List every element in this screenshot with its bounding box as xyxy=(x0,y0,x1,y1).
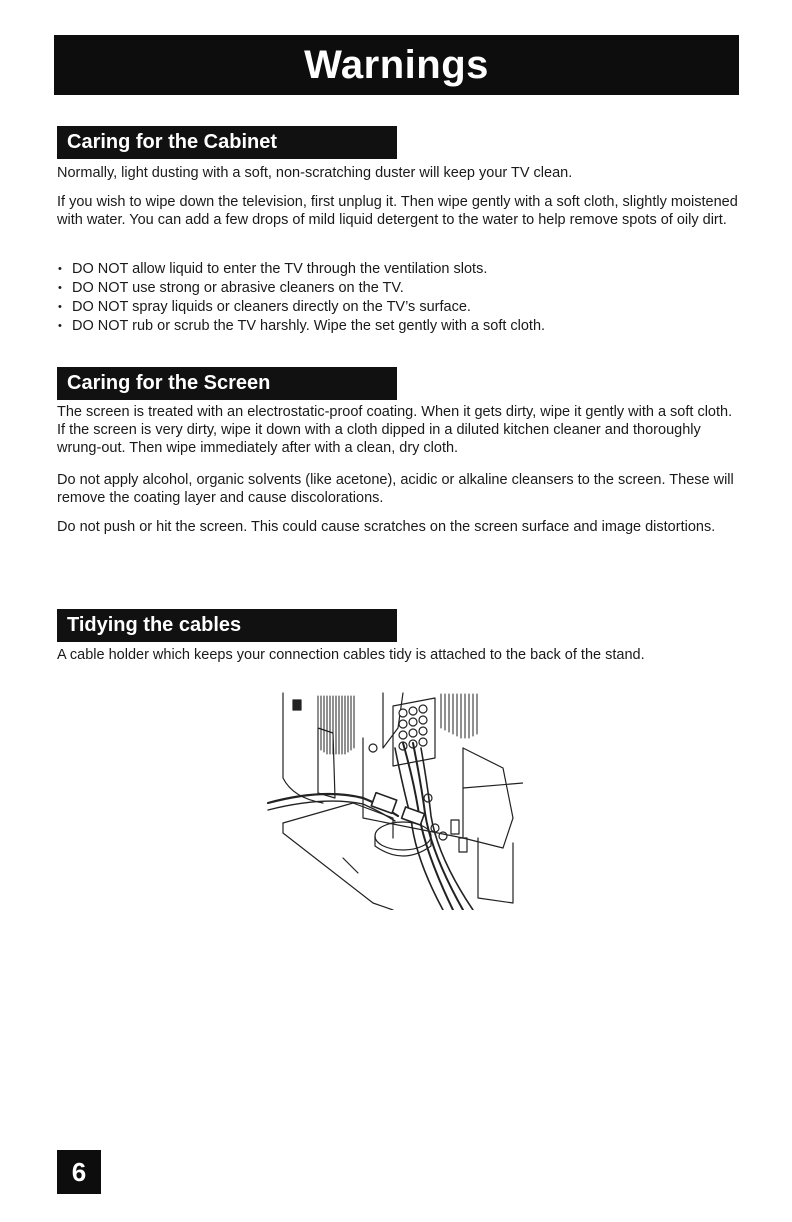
cabinet-paragraph-2: If you wish to wipe down the television, first unplug it. Then wipe gently with a soft cloth, slightly moistened with water. You can add a few drops of mild liquid detergent to the water to help remove spots of oily dirt. xyxy=(57,194,738,228)
page-number-badge: 6 xyxy=(57,1150,101,1194)
section-heading-cabinet: Caring for the Cabinet xyxy=(57,126,397,159)
list-item: • DO NOT allow liquid to enter the TV through the ventilation slots. xyxy=(57,260,741,279)
page-title: Warnings xyxy=(54,35,739,95)
section-heading-cables: Tidying the cables xyxy=(57,609,397,642)
screen-paragraph-3: Do not push or hit the screen. This could cause scratches on the screen surface and image distortions. xyxy=(57,519,716,535)
list-item: • DO NOT rub or scrub the TV harshly. Wipe the set gently with a soft cloth. xyxy=(57,317,741,336)
screen-paragraph-2: Do not apply alcohol, organic solvents (like acetone), acidic or alkaline cleansers to the screen. These will remove the coating layer and cause discolorations. xyxy=(57,472,734,506)
section-heading-screen: Caring for the Screen xyxy=(57,367,397,400)
cabinet-paragraph-1: Normally, light dusting with a soft, non-scratching duster will keep your TV clean. xyxy=(57,165,573,181)
screen-paragraph-1: The screen is treated with an electrostatic-proof coating. When it gets dirty, wipe it gently with a soft cloth. If the screen is very dirty, wipe it down with a cloth dipped in a diluted kitchen cleaner and thoroughly wrung-out. Then wipe immediately after with a clean, dry cloth. xyxy=(57,404,733,456)
cables-paragraph-1: A cable holder which keeps your connection cables tidy is attached to the back of the stand. xyxy=(57,647,645,663)
cable-holder-illustration xyxy=(263,688,523,910)
list-item: • DO NOT use strong or abrasive cleaners on the TV. xyxy=(57,279,741,298)
cabinet-bullet-list xyxy=(57,260,741,336)
list-item: • DO NOT spray liquids or cleaners directly on the TV’s surface. xyxy=(57,298,741,317)
